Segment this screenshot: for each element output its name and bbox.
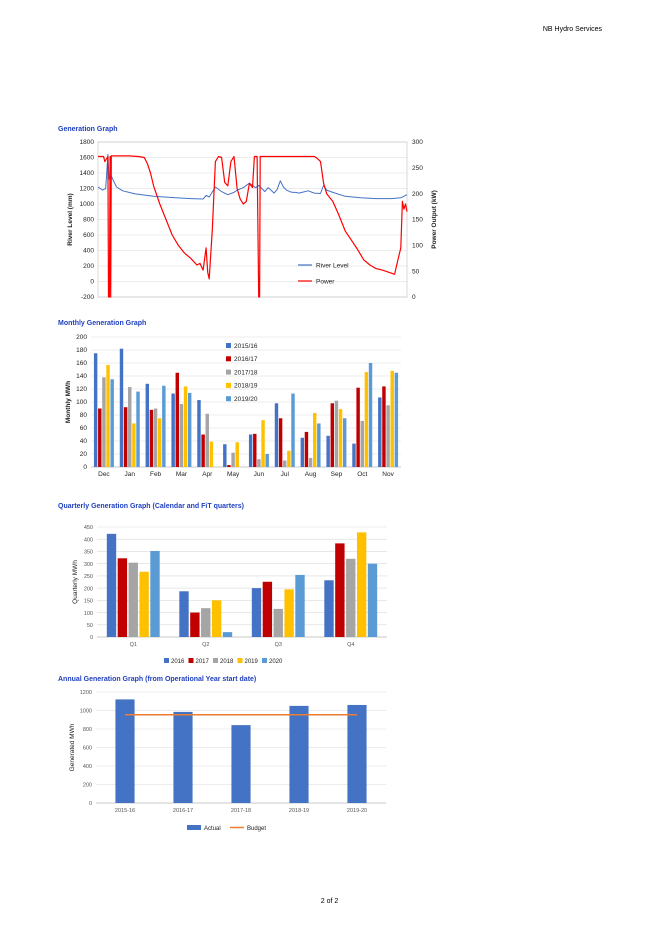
- legend-swatch-2017: [189, 658, 194, 663]
- bar-201617-Apr: [201, 435, 204, 468]
- legend-label: 2017: [195, 659, 209, 665]
- y-tick-label: 200: [83, 263, 94, 271]
- bar-201516-Nov: [378, 397, 381, 467]
- bar-201516-Mar: [171, 394, 174, 467]
- legend-budget-label: Budget: [247, 826, 267, 832]
- bar-201516-Jun: [249, 435, 252, 468]
- y-tick-label: 1000: [79, 708, 92, 715]
- bar-2020-Q4: [368, 564, 377, 637]
- y-tick-label: 200: [76, 334, 87, 342]
- y-tick-label: 1600: [79, 154, 94, 162]
- bar-201920-Jun: [265, 454, 268, 467]
- y-tick-label: 0: [89, 635, 93, 642]
- y-tick-label: 600: [83, 232, 94, 240]
- x-tick-label: 2017-18: [230, 808, 252, 814]
- bar-201617-Jan: [124, 407, 127, 467]
- y2-tick-label: 250: [412, 165, 423, 173]
- bar-201819-Nov: [391, 371, 394, 467]
- y2-tick-label: 0: [412, 294, 416, 302]
- x-tick-label: Q2: [202, 642, 210, 648]
- y-tick-label: 0: [83, 464, 87, 472]
- y-tick-label: 300: [83, 561, 93, 568]
- bar-2017-Q1: [118, 558, 127, 637]
- power-series: [98, 156, 407, 297]
- legend-swatch-2016-17: [226, 356, 231, 361]
- bar-201516-May: [223, 444, 226, 467]
- legend-label: 2016/17: [234, 356, 258, 364]
- bar-2019-Q2: [212, 600, 221, 637]
- bar-201617-Jun: [253, 434, 256, 467]
- bar-2017-Q2: [190, 613, 199, 637]
- x-tick-label: 2019-20: [346, 808, 368, 814]
- bar-201718-Sep: [335, 401, 338, 467]
- x-tick-label: Sep: [330, 471, 343, 478]
- y-tick-label: 20: [79, 451, 87, 459]
- bar-201718-Jun: [257, 459, 260, 467]
- y-tick-label: 100: [76, 399, 87, 407]
- bar-201819-Apr: [210, 442, 213, 467]
- y2-tick-label: 100: [412, 242, 423, 250]
- y-tick-label: 140: [76, 373, 87, 381]
- bar-201516-Jul: [275, 403, 278, 467]
- y-tick-label: 450: [83, 525, 93, 532]
- bar-201920-Jan: [136, 392, 139, 467]
- bar-2020-Q1: [150, 551, 159, 637]
- y-tick-label: 40: [79, 438, 87, 446]
- x-tick-label: Feb: [149, 471, 162, 478]
- bar-2019-Q4: [357, 532, 366, 637]
- y-tick-label: 200: [82, 782, 92, 789]
- bar-2018-Q2: [201, 608, 210, 637]
- company-name: NB Hydro Services: [542, 26, 602, 33]
- y-tick-label: 160: [76, 360, 87, 368]
- x-tick-label: Dec: [98, 471, 110, 478]
- legend-river-label: River Level: [316, 262, 349, 270]
- y-axis-label: Monthly MWh: [65, 380, 72, 424]
- bar-201617-Nov: [382, 386, 385, 467]
- bar-201516-Dec: [94, 353, 97, 467]
- monthly-bar-chart: [0, 330, 659, 490]
- bar-201718-Dec: [102, 377, 105, 467]
- y-tick-label: 400: [83, 247, 94, 255]
- bar-Actual-201718: [231, 725, 250, 803]
- river-level-series: [98, 154, 407, 199]
- bar-2017-Q4: [335, 543, 344, 637]
- y2-tick-label: 150: [412, 216, 423, 224]
- bar-2020-Q3: [295, 575, 304, 637]
- legend-swatch-2018: [213, 658, 218, 663]
- bar-201516-Aug: [301, 438, 304, 467]
- legend-swatch-2015-16: [226, 343, 231, 348]
- bar-Actual-201819: [289, 706, 308, 803]
- x-tick-label: Q3: [274, 642, 282, 648]
- x-tick-label: Q4: [347, 642, 355, 648]
- bar-201516-Sep: [326, 436, 329, 467]
- bar-201617-Feb: [150, 410, 153, 467]
- x-tick-label: Apr: [202, 471, 213, 478]
- bar-201920-Dec: [110, 379, 113, 467]
- x-tick-label: Mar: [175, 471, 188, 478]
- legend-label: 2020: [269, 659, 283, 665]
- bar-201718-Apr: [206, 414, 209, 467]
- bar-2018-Q3: [274, 609, 283, 637]
- bar-201516-Oct: [352, 444, 355, 467]
- quarterly-bar-chart: [0, 515, 659, 670]
- legend-power-label: Power: [316, 278, 335, 286]
- y-tick-label: 350: [83, 549, 93, 556]
- legend-label: 2019/20: [234, 396, 258, 403]
- bar-2016-Q2: [179, 591, 188, 637]
- bar-201617-May: [227, 465, 230, 467]
- annual-graph-title: Annual Generation Graph (from Operational Year start date): [58, 676, 257, 683]
- bar-2016-Q1: [107, 534, 116, 637]
- y-axis-label: Generated MWh: [69, 723, 76, 772]
- y-tick-label: 600: [82, 745, 92, 752]
- bar-Actual-201920: [347, 705, 366, 803]
- bar-201516-Apr: [197, 400, 200, 467]
- y-axis-label: River Level (mm): [67, 193, 74, 246]
- x-tick-label: Jan: [124, 471, 135, 478]
- bar-201819-May: [236, 442, 239, 467]
- bar-2019-Q3: [284, 589, 293, 637]
- bar-2016-Q4: [324, 580, 333, 637]
- bar-2017-Q3: [263, 582, 272, 637]
- y-tick-label: 0: [88, 801, 92, 808]
- page-number: 2 of 2: [320, 898, 339, 905]
- y-tick-label: 1000: [79, 201, 94, 209]
- bar-2018-Q4: [346, 559, 355, 637]
- legend-swatch-2017-18: [226, 370, 231, 375]
- bar-201819-Dec: [106, 365, 109, 467]
- x-tick-label: 2018-19: [288, 808, 310, 814]
- legend-label: 2018: [220, 659, 234, 665]
- legend-swatch-2019: [238, 658, 243, 663]
- legend-actual-label: Actual: [204, 826, 221, 832]
- y-tick-label: 1200: [79, 185, 94, 193]
- y2-axis-label: Power Output (kW): [431, 190, 438, 249]
- legend-label: 2017/18: [234, 369, 258, 377]
- y-tick-label: 250: [83, 574, 93, 581]
- y2-tick-label: 300: [412, 139, 423, 147]
- legend-swatch-2020: [262, 658, 267, 663]
- bar-201819-Sep: [339, 409, 342, 467]
- bar-2018-Q1: [129, 563, 138, 637]
- legend-swatch-2016: [164, 658, 169, 663]
- bar-201920-Oct: [369, 363, 372, 467]
- x-tick-label: Oct: [357, 471, 368, 478]
- generation-graph-title: Generation Graph: [58, 126, 118, 133]
- y-tick-label: 80: [79, 412, 87, 420]
- x-tick-label: Jul: [280, 471, 289, 478]
- y-tick-label: 60: [79, 425, 87, 433]
- bar-201718-May: [231, 453, 234, 467]
- y2-tick-label: 50: [412, 268, 420, 276]
- y-tick-label: 50: [86, 622, 93, 629]
- bar-201617-Aug: [305, 432, 308, 467]
- bar-201718-Aug: [309, 458, 312, 467]
- y-tick-label: 150: [83, 598, 93, 605]
- y-tick-label: 400: [82, 764, 92, 771]
- x-tick-label: Aug: [304, 471, 317, 478]
- bar-201718-Mar: [180, 404, 183, 467]
- bar-201718-Feb: [154, 409, 157, 468]
- bar-201819-Jan: [132, 423, 135, 467]
- bar-201718-Jan: [128, 387, 131, 467]
- bar-201819-Aug: [313, 413, 316, 467]
- y-tick-label: 200: [83, 586, 93, 593]
- bar-201920-Jul: [291, 394, 294, 467]
- bar-201920-Nov: [395, 373, 398, 467]
- y-tick-label: 400: [83, 537, 93, 544]
- x-tick-label: Q1: [129, 642, 137, 648]
- bar-201718-Oct: [361, 421, 364, 467]
- bar-201819-Oct: [365, 372, 368, 467]
- bar-201617-Sep: [331, 403, 334, 467]
- legend-actual-swatch: [187, 825, 201, 830]
- bar-2019-Q1: [139, 572, 148, 637]
- y-tick-label: 120: [76, 386, 87, 394]
- bar-201617-Jul: [279, 418, 282, 467]
- x-tick-label: 2016-17: [172, 808, 194, 814]
- bar-201516-Feb: [146, 384, 149, 467]
- legend-label: 2018/19: [234, 382, 258, 390]
- legend-label: 2019: [244, 659, 258, 665]
- bar-201516-Jan: [120, 349, 123, 467]
- bar-201920-Mar: [188, 393, 191, 467]
- bar-201819-Jul: [287, 451, 290, 467]
- legend-label: 2015/16: [234, 342, 258, 350]
- y-tick-label: 1800: [79, 139, 94, 147]
- bar-201819-Mar: [184, 386, 187, 467]
- y-tick-label: 180: [76, 347, 87, 355]
- bar-201920-Feb: [162, 386, 165, 467]
- bar-201617-Oct: [356, 388, 359, 467]
- x-tick-label: Jun: [253, 471, 265, 478]
- y-tick-label: 800: [82, 727, 92, 734]
- bar-201718-Jul: [283, 461, 286, 468]
- x-tick-label: May: [226, 471, 240, 478]
- y-axis-label: Quarterly MWh: [72, 560, 79, 604]
- legend-label: 2016: [171, 659, 185, 665]
- monthly-graph-title: Monthly Generation Graph: [58, 320, 147, 327]
- bar-201617-Mar: [176, 373, 179, 467]
- y-tick-label: 1400: [79, 170, 94, 178]
- x-tick-label: 2015-16: [114, 808, 136, 814]
- annual-bar-chart: [0, 686, 659, 836]
- y-tick-label: 100: [83, 610, 93, 617]
- y-tick-label: 0: [90, 278, 94, 286]
- quarterly-graph-title: Quarterly Generation Graph (Calendar and FiT quarters): [58, 503, 244, 510]
- legend-swatch-2018-19: [226, 383, 231, 388]
- generation-line-chart: [0, 135, 659, 305]
- y-tick-label: -200: [80, 294, 94, 302]
- bar-201819-Feb: [158, 418, 161, 467]
- y2-tick-label: 200: [412, 190, 423, 198]
- bar-2020-Q2: [223, 632, 232, 637]
- bar-201819-Jun: [261, 420, 264, 467]
- bar-2016-Q3: [252, 588, 261, 637]
- bar-201617-Dec: [98, 409, 101, 468]
- legend-swatch-2019-20: [226, 396, 231, 401]
- bar-Actual-201617: [173, 712, 192, 803]
- bar-201920-Aug: [317, 423, 320, 467]
- x-tick-label: Nov: [382, 471, 394, 478]
- y-tick-label: 800: [83, 216, 94, 224]
- bar-201920-Sep: [343, 418, 346, 467]
- y-tick-label: 1200: [79, 690, 92, 697]
- bar-201718-Nov: [386, 405, 389, 467]
